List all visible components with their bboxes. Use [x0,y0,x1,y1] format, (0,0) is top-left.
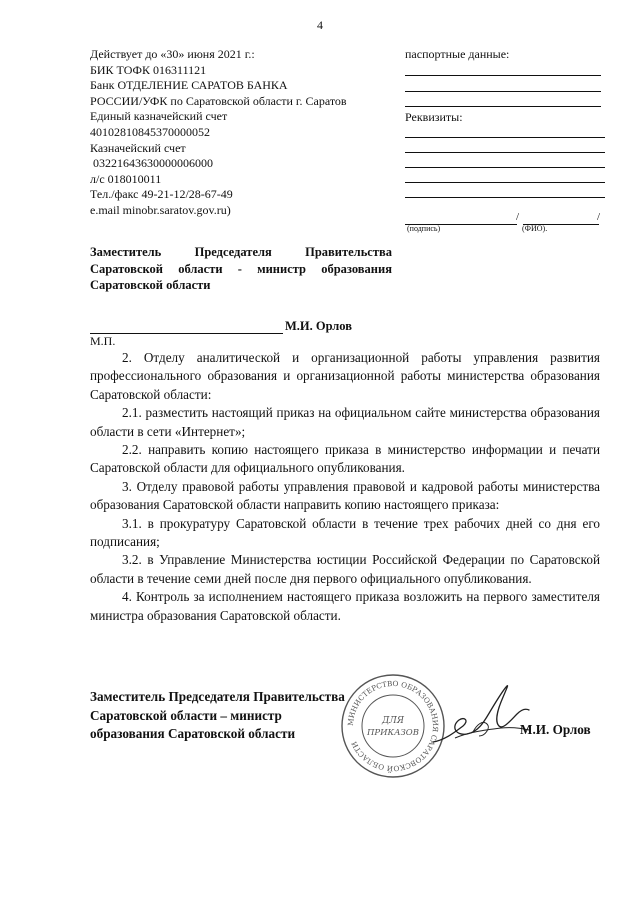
title-line: Саратовской области – министр [90,707,282,723]
blank-line [405,91,601,92]
paragraph: 3.1. в прокуратуру Саратовской области в течение трех рабочих дней со дня его подписания; [90,515,600,550]
requisites-block [90,47,390,219]
requisites-label: Реквизиты: [405,110,463,124]
requisites-line: Банк ОТДЕЛЕНИЕ САРАТОВ БАНКА [90,78,288,93]
requisites-line: e.mail minobr.saratov.gov.ru) [90,202,231,217]
requisites-line: Тел./факс 49-21-12/28-67-49 [90,187,233,202]
requisites-line: 03221643630000006000 [90,156,213,171]
stamp-center-bottom: ПРИКАЗОВ [366,728,420,738]
blank-line [405,75,601,76]
page-number: 4 [317,18,323,32]
paragraph: 2.1. разместить настоящий приказ на официальном сайте министерства образования области в сети «Интернет»; [90,405,600,439]
seal-placeholder-label: М.П. [90,334,116,348]
blank-line [405,197,605,198]
blank-line [405,152,605,153]
requisites-line: л/с 018010011 [90,171,162,186]
signature-caption: (подпись) [407,224,441,233]
fio-caption: (ФИО). [522,224,548,233]
requisites-line: Казначейский счет [90,140,186,155]
blank-line [405,182,605,183]
title-word: Председателя [194,245,272,259]
requisites-line: Единый казначейский счет [90,109,228,124]
blank-line [405,137,605,138]
signature-underline [90,321,283,334]
stamp-center-top: ДЛЯ [381,716,405,726]
requisites-line: РОССИИ/УФК по Саратовской области г. Саратов [90,93,347,108]
title-word: министр [257,261,307,276]
passport-label: паспортные данные: [405,47,510,61]
title-word: - [237,261,242,276]
requisites-line: БИК ТОФК 016311121 [90,62,207,77]
title-line: образования Саратовской области [90,726,296,741]
stamp-ring-text: МИНИСТЕРСТВО ОБРАЗОВАНИЯ САРАТОВСКОЙ ОБЛАСТИ [345,678,441,774]
signer-name-bottom: М.И. Орлов [520,722,591,737]
title-word: Правительства [305,245,392,259]
signer-name: М.И. Орлов [285,319,352,333]
blank-line [405,167,605,168]
title-word: Саратовской [90,261,164,276]
requisites-line: Действует до «30» июня 2021 г.: [90,47,255,61]
title-word: образования [321,261,392,276]
blank-line [405,106,601,107]
slash-separator: / [516,211,520,223]
paragraph: 4. Контроль за исполнением настоящего приказа возложить на первого заместителя министра образования Саратовской области. [90,589,600,623]
title-word: Заместитель [90,245,162,259]
title-line: Заместитель Председателя Правительства [90,689,345,704]
deputy-title-top [90,244,392,294]
requisites-line: 40102810845370000052 [90,124,210,139]
paragraph: 2. Отделу аналитической и организационной работы управления развития профессионального образования и организационной работы министерства образования Саратовской области: [90,350,600,402]
title-word: области [178,261,223,276]
paragraph: 3. Отделу правовой работы управления правовой и кадровой работы министерства образования Саратовской области направить копию настоящего приказа: [90,478,600,513]
paragraph: 2.2. направить копию настоящего приказа в министерство информации и печати Саратовской области для официального опубликования. [90,442,600,476]
paragraph: 3.2. в Управление Министерства юстиции Российской Федерации по Саратовской области в течение семи дней после дня первого официального опубликования. [90,552,600,586]
title-line: Саратовской области [90,278,211,292]
slash-separator: / [597,211,601,223]
order-body [90,349,600,625]
handwritten-signature [425,680,535,760]
signer-line [90,319,352,334]
